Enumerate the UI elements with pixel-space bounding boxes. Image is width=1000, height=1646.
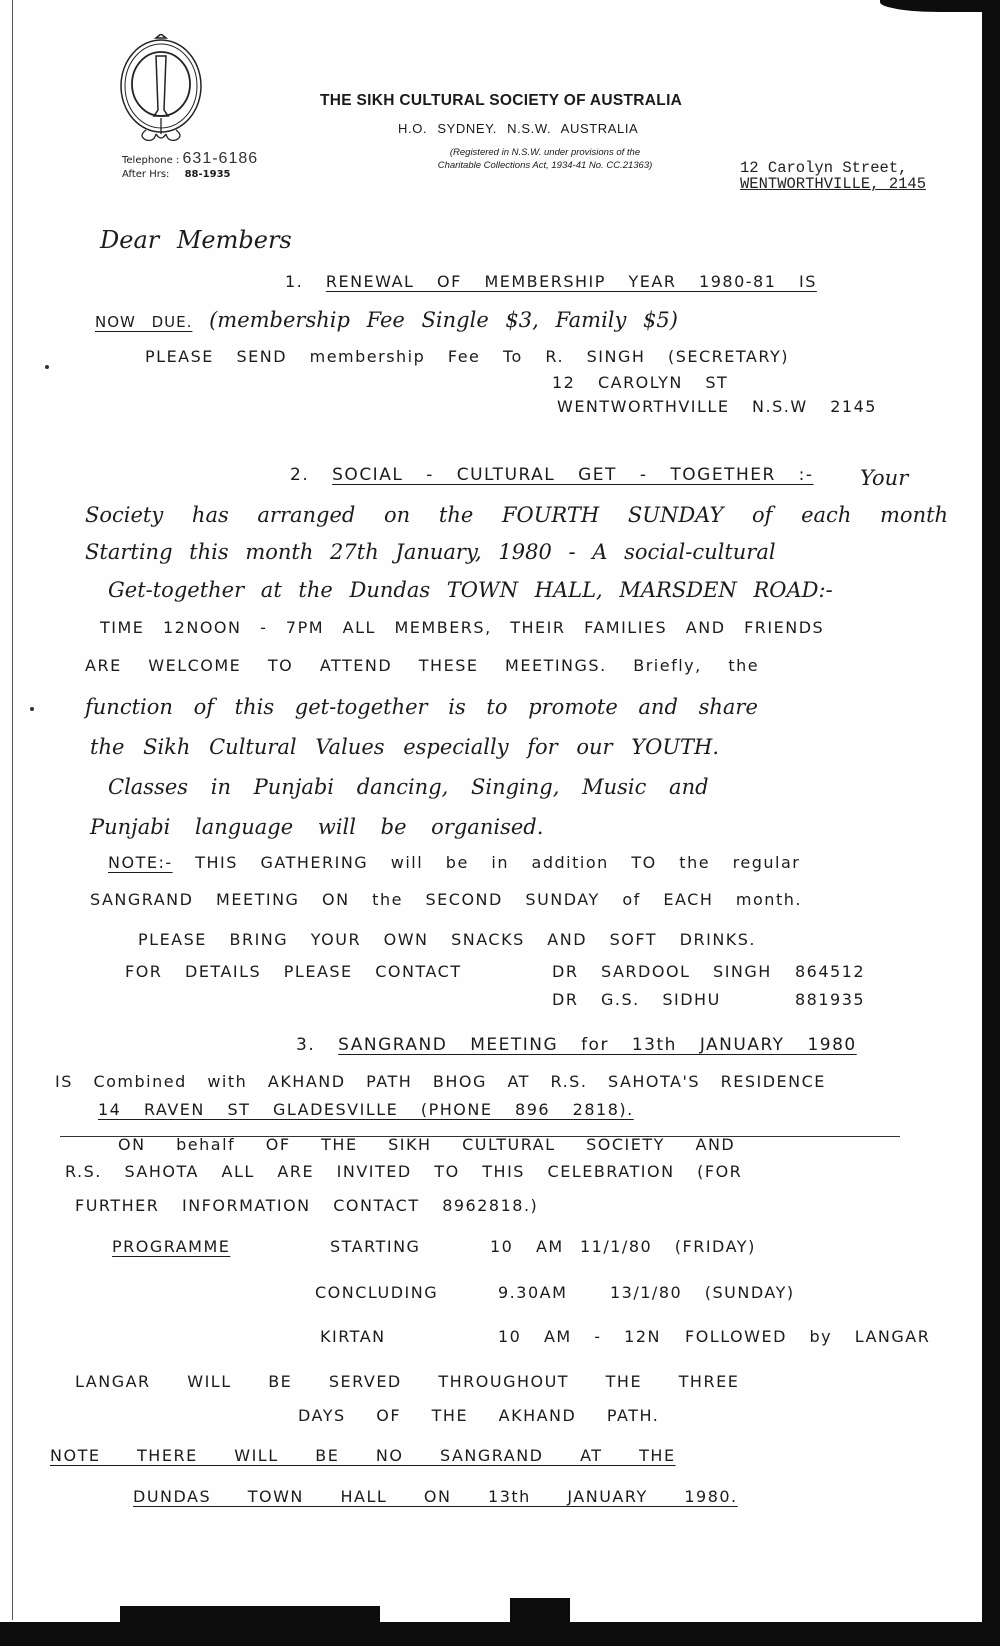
after-hours-value: 88-1935 [184,169,231,180]
section3-title: SANGRAND MEETING for 13th JANUARY 1980 [338,1035,857,1055]
section1-number: 1. [285,272,304,291]
section3-line: FURTHER INFORMATION CONTACT 8962818.) [75,1196,539,1215]
langar-line: LANGAR WILL BE SERVED THROUGHOUT THE THREE [75,1372,740,1391]
now-due: NOW DUE. [95,313,193,331]
note-label: NOTE:- [108,853,173,872]
secretary-address-1: 12 CAROLYN ST [552,373,729,392]
contact-phone: 881935 [795,990,866,1009]
scan-border-right [982,10,1000,1646]
note-line: SANGRAND MEETING ON the SECOND SUNDAY of EACH month. [90,890,802,909]
note-line: THIS GATHERING will be in addition TO the regular [195,853,801,872]
section3-line: R.S. SAHOTA ALL ARE INVITED TO THIS CELEBRATION (FOR [65,1162,743,1181]
note-line: PLEASE BRING YOUR OWN SNACKS AND SOFT DRINKS. [138,930,757,949]
programme-item: KIRTAN [320,1327,386,1346]
programme-item: STARTING [330,1237,421,1256]
typed-address-line-1: 12 Carolyn Street, [740,159,908,177]
section1-title: RENEWAL OF MEMBERSHIP YEAR 1980-81 IS [325,272,817,291]
programme-time: 10 AM [490,1237,564,1256]
programme-item: CONCLUDING [315,1283,439,1302]
final-note-line: NOTE THERE WILL BE NO SANGRAND AT THE [50,1446,676,1465]
contact-phone: 864512 [795,962,866,981]
secretary-address-2: WENTWORTHVILLE N.S.W 2145 [557,397,877,416]
membership-fee: (membership Fee Single $3, Family $5) [209,308,678,332]
section3-line: 14 RAVEN ST GLADESVILLE (PHONE 896 2818). [98,1100,634,1119]
programme-label: PROGRAMME [112,1237,231,1256]
org-name: THE SIKH CULTURAL SOCIETY OF AUSTRALIA [320,92,683,109]
scan-border-bottom [0,1622,1000,1646]
programme-date: FOLLOWED by LANGAR [685,1327,931,1346]
section2-line: Your [860,466,909,490]
section2-note [108,853,800,872]
section2-line: Starting this month 27th January, 1980 - A social-cultural [85,540,776,564]
section2-line: Society has arranged on the FOURTH SUNDAY of each month [85,503,949,527]
section2-title: SOCIAL - CULTURAL GET - TOGETHER :- [332,465,814,485]
telephone-label: Telephone : [122,155,180,166]
contact-name: DR SARDOOL SINGH [552,962,772,981]
margin-mark [45,365,49,369]
section2-line: Classes in Punjabi dancing, Singing, Music and [108,775,709,799]
send-fee-line: PLEASE SEND membership Fee To R. SINGH (SECRETARY) [145,347,789,366]
scan-border-torn [510,1598,570,1624]
registration-line-1: (Registered in N.S.W. under provisions of the [449,147,641,158]
section3-line: ON behalf OF THE SIKH CULTURAL SOCIETY AND [118,1135,736,1154]
final-note-line: DUNDAS TOWN HALL ON 13th JANUARY 1980. [133,1487,738,1506]
margin-mark [30,707,34,711]
section2-heading [290,465,814,485]
section2-line: Get-together at the Dundas TOWN HALL, MARSDEN ROAD:- [108,578,833,602]
contact-label: FOR DETAILS PLEASE CONTACT [125,962,462,981]
typed-address-line-2: WENTWORTHVILLE, 2145 [740,175,927,193]
section2-line: the Sikh Cultural Values especially for our YOUTH. [90,735,720,759]
salutation: Dear Members [100,226,292,254]
registration-line-2: Charitable Collections Act, 1934-41 No. CC.21363) [437,160,653,171]
section2-line: function of this get-together is to promote and share [85,695,758,719]
section1-heading [285,272,817,291]
section3-number: 3. [296,1035,316,1055]
registration-note [395,146,695,172]
section2-line: ARE WELCOME TO ATTEND THESE MEETINGS. Briefly, the [85,656,760,675]
section1-due-line [95,308,678,332]
section3-heading [296,1035,857,1055]
khanda-emblem-icon [116,34,206,144]
contact-name: DR G.S. SIDHU [552,990,721,1009]
section2-line: TIME 12NOON - 7PM ALL MEMBERS, THEIR FAMILIES AND FRIENDS [100,618,825,637]
typed-address [740,160,926,192]
programme-time: 9.30AM [498,1283,568,1302]
head-office: H.O. SYDNEY. N.S.W. AUSTRALIA [398,121,639,136]
langar-line: DAYS OF THE AKHAND PATH. [298,1406,660,1425]
telephone-value: 631-6186 [182,150,259,167]
section3-line: IS Combined with AKHAND PATH BHOG AT R.S. SAHOTA'S RESIDENCE [55,1072,826,1091]
section2-line: Punjabi language will be organised. [90,815,544,839]
telephone-block [122,152,258,182]
programme-date: 11/1/80 (FRIDAY) [580,1237,756,1256]
after-hours-label: After Hrs: [122,169,170,180]
programme-date: 13/1/80 (SUNDAY) [610,1283,795,1302]
section2-number: 2. [290,465,310,485]
programme-time: 10 AM - 12N [498,1327,661,1346]
